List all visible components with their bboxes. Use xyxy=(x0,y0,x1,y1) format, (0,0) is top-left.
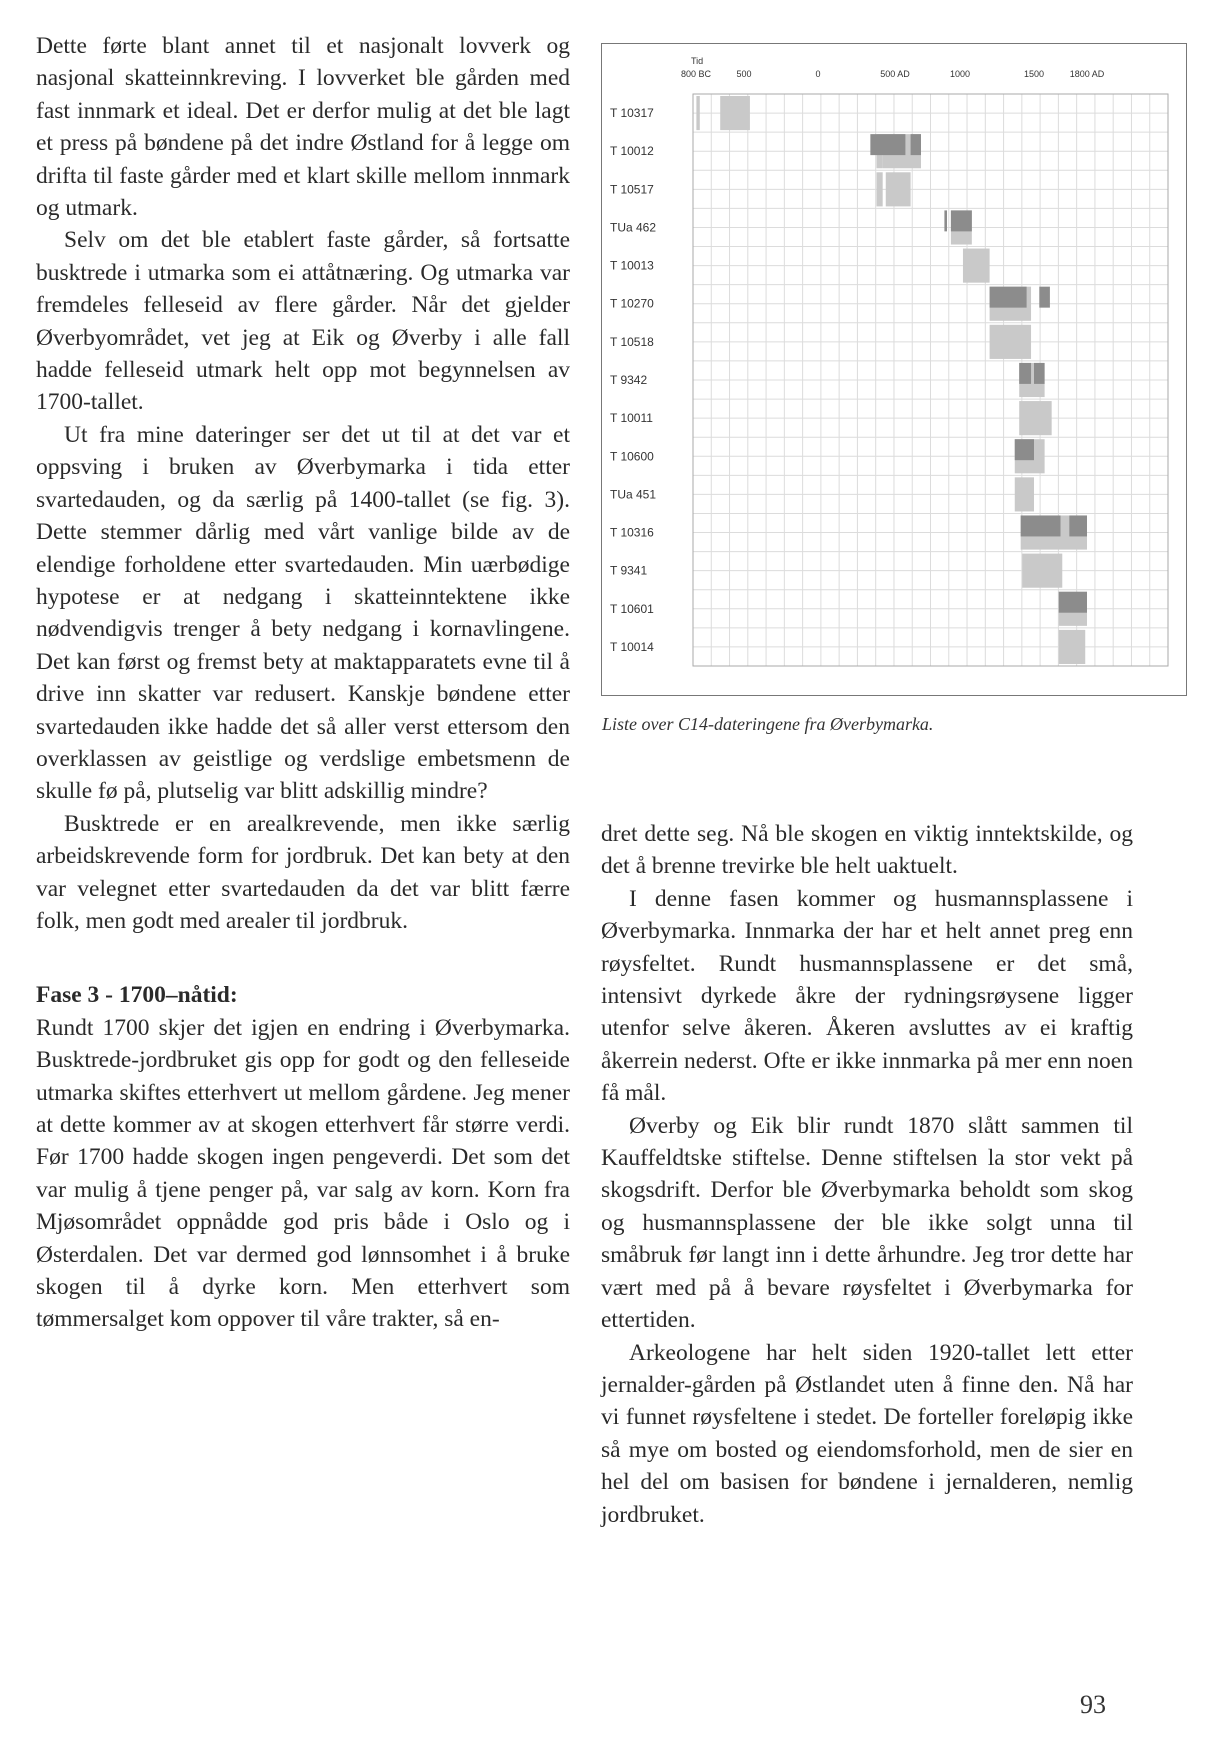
sample-label: TUa 451 xyxy=(610,487,657,502)
range-bar-light xyxy=(877,172,883,206)
sample-label: T 10013 xyxy=(610,258,654,273)
sample-label: TUa 462 xyxy=(610,220,657,235)
sample-label: T 9341 xyxy=(610,563,648,578)
sample-label: T 10601 xyxy=(610,601,654,616)
section-heading: Fase 3 - 1700–nåtid: xyxy=(36,982,238,1009)
paragraph: Arkeologene har helt siden 1920-tallet lett etter jernalder-gården på Østlandet uten å finne den. Nå har vi funnet røysfeltene i stedet. De forteller foreløpig ikke så mye om bosted og eiendomsforhold, men de sier en hel del om basisen for bøndene i jernalderen, nemlig jordbruket. xyxy=(601,1339,1133,1528)
sample-label: T 10317 xyxy=(610,106,654,121)
axis-title: Tid xyxy=(691,56,704,66)
paragraph: Øverby og Eik blir rundt 1870 slått sammen til Kauffeldtske stiftelse. Denne stiftelsen la stor vekt på skogsdrift. Derfor ble Øverbymarka beholdt som skog og husmannsplassene der ble ikke solgt unna til småbruk før langt inn i dette århundre. Jeg tror dette har vært med på å bevare røysfeltet i Øverbymarka for ettertiden. xyxy=(601,1112,1133,1334)
range-bar-light xyxy=(886,172,911,206)
paragraph: I denne fasen kommer og husmannsplassene i Øverbymarka. Innmarka der har et helt annet preg enn røysfeltet. Rundt husmannsplassene er det små, intensivt dyrkede åkre der rydningsrøysene ligger utenfor selve åkeren. Åkeren avsluttes av ei kraftig åkerrein nederst. Ofte er ikke innmarka på mer enn noen få mål. xyxy=(601,885,1133,1107)
range-bar-light xyxy=(990,325,1031,359)
range-bar-light xyxy=(963,249,990,283)
range-bar-dark xyxy=(1019,363,1031,384)
paragraph: Ut fra mine dateringer ser det ut til at det var et oppsving i bruken av Øverbymarka i tida etter svartedauden, og da særlig på 1400-tallet (se fig. 3). Dette stemmer dårlig med vårt vanlige bilde av de elendige forholdene etter svartedauden. Min uærbødige hypotese er at nedgang i skatteinntektene ikke nødvendigvis trenger å bety nedgang i kornavlingene. Det kan først og fremst bety at maktapparatets evne til å drive inn skatter var redusert. Kanskje bøndene etter svartedauden ikke hadde det så aller verst ettersom den overklassen av geistlige og verdslige embetsmenn de skulle fø på, plutselig var blitt adskillig mindre? xyxy=(36,421,570,805)
left-text-column xyxy=(36,30,570,1336)
range-bar-dark xyxy=(870,134,905,155)
range-bar-dark xyxy=(1059,592,1087,613)
right-text-column xyxy=(601,818,1133,1531)
sample-label: T 10270 xyxy=(610,296,654,311)
x-tick-label: 500 xyxy=(736,69,752,79)
c14-dating-chart xyxy=(601,43,1187,696)
range-bar-light xyxy=(1019,401,1051,435)
paragraph: dret dette seg. Nå ble skogen en viktig inntektskilde, og det å brenne trevirke ble helt uaktuelt. xyxy=(601,821,1133,880)
range-bar-dark xyxy=(990,287,1027,308)
range-bar-light xyxy=(720,96,750,130)
range-bar-dark xyxy=(911,134,921,155)
paragraph: Selv om det ble etablert faste gårder, så fortsatte busktrede i utmarka som ei attåtnæring. Og utmarka var fremdeles felleseid av flere gårder. Når det gjelder Øverbyområdet, vet jeg at Eik og Øverby i alle fall hadde felleseid utmark helt opp mot begynnelsen av 1700-tallet. xyxy=(36,227,570,416)
paragraph: Dette førte blant annet til et nasjonalt lovverk og nasjonal skatteinnkreving. I lovverket ble gården med fast innmark et ideal. Det er derfor mulig at det ble lagt et press på bøndene på det indre Østland for å legge om drifta til faste gårder med et klart skille mellom innmark og utmark. xyxy=(36,33,570,222)
paragraph: Busktrede er en arealkrevende, men ikke særlig arbeidskrevende form for jordbruk. Det kan bety at den var velegnet etter svartedauden da det var blitt færre folk, men godt med arealer til jordbruk. xyxy=(36,810,570,934)
range-bar-dark xyxy=(951,210,972,231)
x-tick-label: 1800 AD xyxy=(1069,69,1105,79)
paragraph: Rundt 1700 skjer det igjen en endring i Øverbymarka. Busktrede-jordbruket gis opp for godt og den felleseide utmarka skiftes etterhvert ut mellom gårdene. Jeg mener at dette kommer av at skogen etterhvert får større verdi. Før 1700 hadde skogen ingen pengeverdi. Det som det var mulig å tjene penger på, var salg av korn. Korn fra Mjøsområdet oppnådde god pris både i Oslo og i Østerdalen. Det var dermed god lønnsomhet i å bruke skogen til å dyrke korn. Men etterhvert som tømmersalget kom oppover til våre trakter, så en- xyxy=(36,1014,570,1333)
sample-label: T 10316 xyxy=(610,525,654,540)
x-tick-label: 1000 xyxy=(949,69,971,79)
x-tick-label: 500 AD xyxy=(880,69,910,79)
x-tick-label: 1500 xyxy=(1023,69,1045,79)
figure-caption: Liste over C14-dateringene fra Øverbymarka. xyxy=(602,714,934,734)
range-bar-light xyxy=(1015,477,1034,511)
page-number: 93 xyxy=(1080,1690,1106,1719)
range-bar-dark xyxy=(1034,363,1045,384)
x-tick-label: 800 BC xyxy=(681,69,712,79)
range-bar-dark xyxy=(1021,515,1061,536)
x-tick-label: 0 xyxy=(815,69,821,79)
range-bar-dark xyxy=(944,210,947,231)
sample-label: T 10518 xyxy=(610,334,654,349)
sample-label: T 10012 xyxy=(610,144,654,159)
range-bar-light xyxy=(696,96,699,130)
range-bar-dark xyxy=(1039,287,1050,308)
sample-label: T 10011 xyxy=(610,411,653,426)
range-bar-dark xyxy=(1069,515,1087,536)
range-bar-light xyxy=(1059,630,1086,664)
sample-label: T 9342 xyxy=(610,373,648,387)
sample-label: T 10600 xyxy=(610,449,654,464)
range-bar-dark xyxy=(1015,439,1034,460)
range-bar-light xyxy=(1022,554,1062,588)
sample-label: T 10517 xyxy=(610,182,654,197)
sample-label: T 10014 xyxy=(610,639,654,654)
